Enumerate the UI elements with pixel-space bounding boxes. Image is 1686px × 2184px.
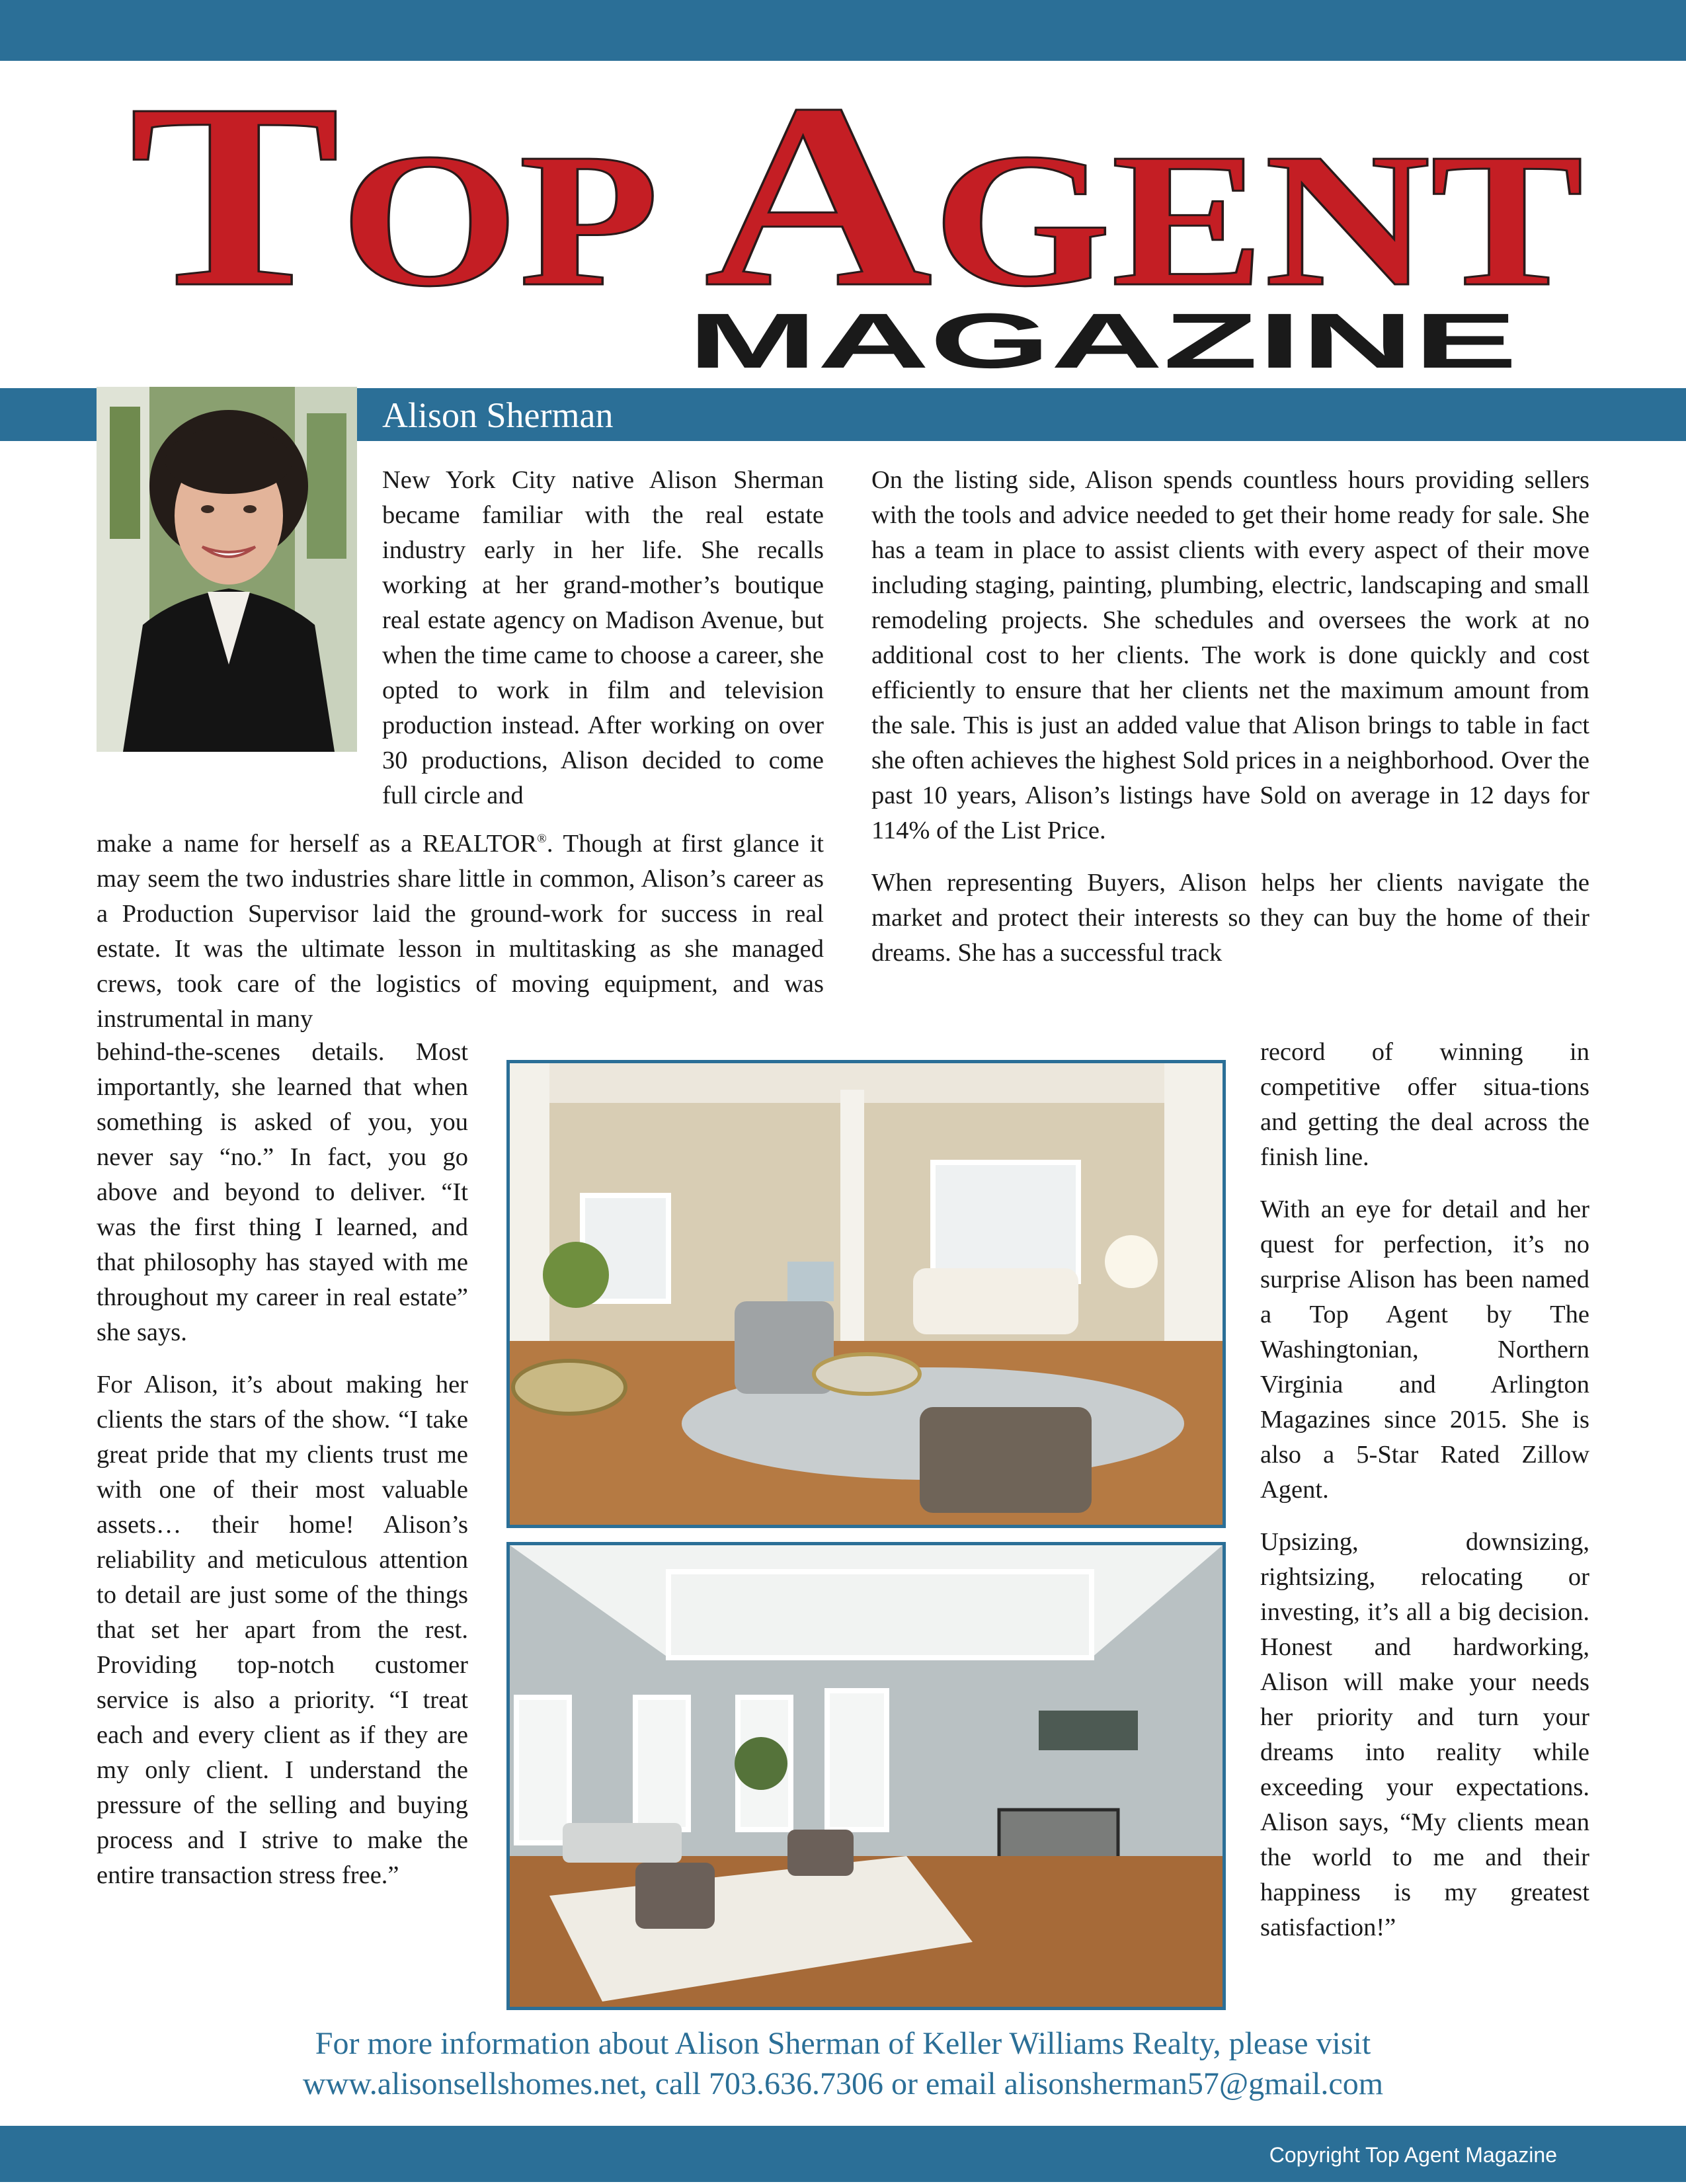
- buyers-paragraph: When representing Buyers, Alison helps her clients navigate the market and protect their interests so they can buy the home of their dreams. She has a successful track: [871, 869, 1589, 967]
- contact-line-1: For more information about Alison Sherman of Keller Williams Realty, please visit: [315, 2026, 1371, 2061]
- title-word-op: OP: [340, 114, 596, 304]
- right-narrow-column: [1260, 1035, 1589, 1962]
- top-banner-bar: [0, 0, 1686, 61]
- subtitle-text: MAGAZINE: [688, 309, 1517, 372]
- agent-name: Alison Sherman: [382, 395, 614, 435]
- intro-paragraph: [382, 463, 824, 813]
- awards-paragraph: With an eye for detail and her quest for perfection, it’s no surprise Alison has been named a Top Agent by The Washingtonian, Northern Virginia and Arlington Magazines since 2015. She is also a 5-Star Rated Zillow Agent.: [1260, 1195, 1589, 1504]
- career-paragraph: [97, 827, 824, 1037]
- philosophy-paragraph: behind-the-scenes details. Most importantly, she learned that when something is asked of you, you never say “no.” In fact, you go above and beyond to deliver. “It was the first thing I learned, and that philosophy has stayed with me throughout my career in real estate” she says.: [97, 1038, 468, 1346]
- track-record-paragraph: record of winning in competitive offer situa-tions and getting the deal across the finish line.: [1260, 1038, 1589, 1171]
- magazine-title: [129, 73, 1584, 304]
- left-narrow-column: [97, 1035, 468, 1910]
- copyright-text: Copyright Top Agent Magazine: [1269, 2143, 1557, 2167]
- magazine-subtitle: [688, 309, 1521, 372]
- contact-line-2: www.alisonsellshomes.net, call 703.636.7306 or email alisonsherman57@gmail.com: [302, 2066, 1384, 2101]
- closing-paragraph: Upsizing, downsizing, rightsizing, relocating or investing, it’s all a big decision. Honest and hardworking, Alison will make your needs her priority and turn your dreams into reality while exceeding your expectations. Alison says, “My clients mean the world to me and their happiness is my greatest satisfaction!”: [1260, 1528, 1589, 1941]
- title-big-letter-a: A: [703, 73, 895, 304]
- title-space: [647, 114, 704, 304]
- career-text-after: . Though at first glance it may seem the two industries share little in common, Alison’s career as a Production Supervisor laid the ground-work for success in real estate. It was the ultimate lesson in multitasking as she managed crews, took care of the logistics of moving equipment, and was instrumental in many: [97, 830, 824, 1033]
- title-word-gent: GENT: [932, 114, 1476, 304]
- title-big-letter-t: T: [129, 73, 305, 304]
- career-text-before: make a name for herself as a REALTOR: [97, 830, 538, 858]
- contact-info: [97, 2023, 1589, 2104]
- family-room-photo: [506, 1542, 1226, 2010]
- agent-portrait: [97, 387, 357, 752]
- registered-mark: ®: [537, 832, 547, 846]
- listing-paragraph: On the listing side, Alison spends countless hours providing sellers with the tools and advice needed to get their home ready for sale. She has a team in place to assist clients with every aspect of their move including staging, painting, plumbing, electric, landscaping and small remodeling projects. She schedules and oversees the work at no additional cost to her clients. The work is done quickly and cost efficiently to ensure that her clients net the maximum amount from the sale. This is just an added value that Alison brings to table in fact she often achieves the highest Sold prices in a neighborhood. Over the past 10 years, Alison’s listings have Sold on average in 12 days for 114% of the List Price.: [871, 466, 1589, 844]
- right-upper-column: [871, 463, 1589, 988]
- clients-paragraph: For Alison, it’s about making her clients the stars of the show. “I take great pride that my clients trust me with one of their most valuable assets… their home! Alison’s reliability and meticulous attention to detail are just some of the things that set her apart from the rest. Providing top-notch customer service is also a priority. “I treat each and every client as if they are my only client. I understand the pressure of the selling and buying process and I strive to make the entire transaction stress free.”: [97, 1371, 468, 1889]
- living-room-photo: [506, 1060, 1226, 1528]
- intro-text: New York City native Alison Sherman became familiar with the real estate industry early in her life. She recalls working at her grand-mother’s boutique real estate agency on Madison Avenue, but when the time came to choose a career, she opted to work in film and television production instead. After working on over 30 productions, Alison decided to come full circle and: [382, 466, 824, 809]
- svg-text:TOP AGENT: [129, 73, 1584, 304]
- bottom-banner-bar: [0, 2126, 1686, 2182]
